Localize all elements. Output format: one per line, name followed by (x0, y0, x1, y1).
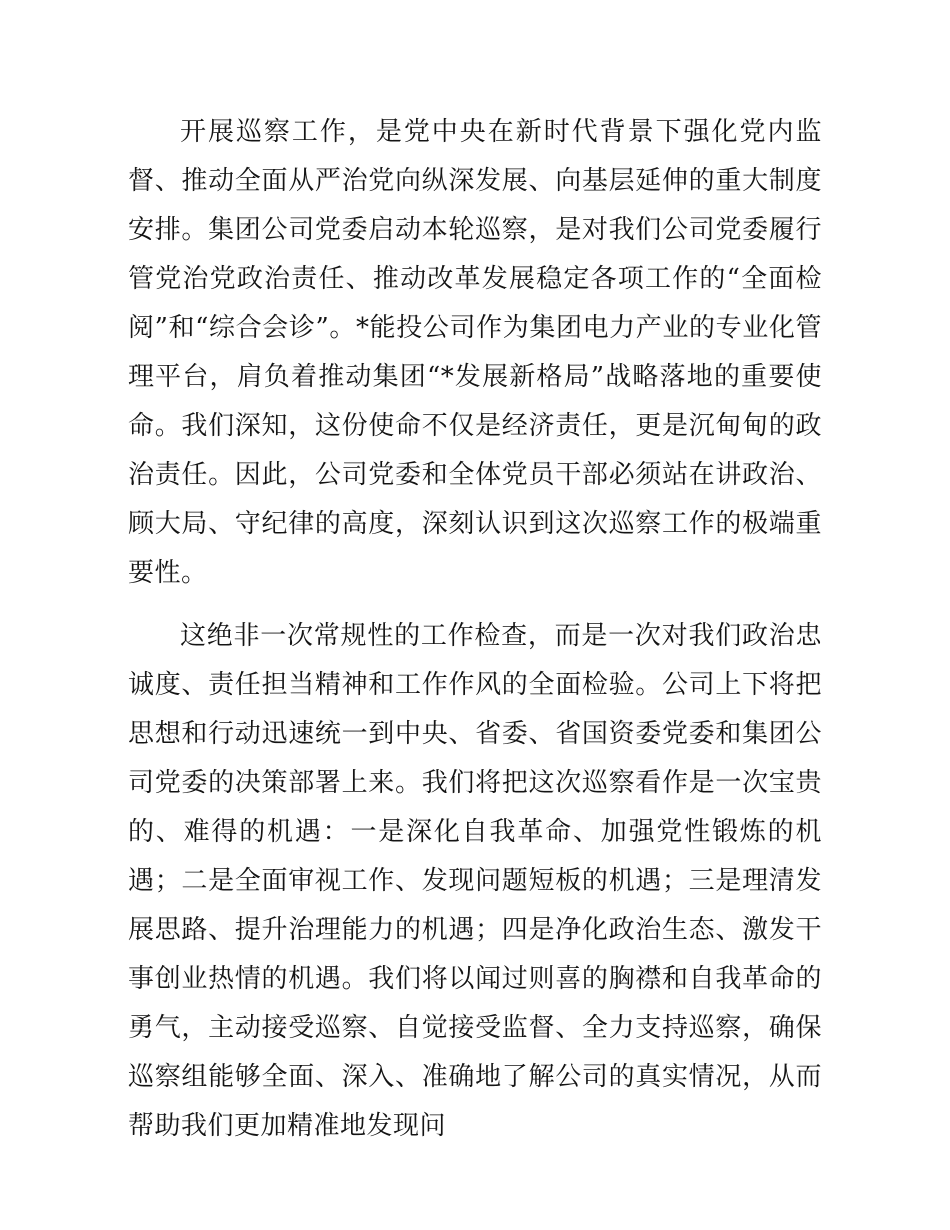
paragraph-2: 这绝非一次常规性的工作检查，而是一次对我们政治忠诚度、责任担当精神和工作作风的全面检验。公司上下将把思想和行动迅速统一到中央、省委、省国资委党委和集团公司党委的决策部署上来。我们将把这次巡察看作是一次宝贵的、难得的机遇：一是深化自我革命、加强党性锻炼的机遇；二是全面审视工作、发现问题短板的机遇；三是理清发展思路、提升治理能力的机遇；四是净化政治生态、激发干事创业热情的机遇。我们将以闻过则喜的胸襟和自我革命的勇气，主动接受巡察、自觉接受监督、全力支持巡察，确保巡察组能够全面、深入、准确地了解公司的真实情况，从而帮助我们更加精准地发现问 (128, 621, 822, 1141)
document-body (128, 108, 822, 1151)
paragraph-1: 开展巡察工作，是党中央在新时代背景下强化党内监督、推动全面从严治党向纵深发展、向基层延伸的重大制度安排。集团公司党委启动本轮巡察，是对我们公司党委履行管党治党政治责任、推动改革发展稳定各项工作的“全面检阅”和“综合会诊”。*能投公司作为集团电力产业的专业化管理平台，肩负着推动集团“*发展新格局”战略落地的重要使命。我们深知，这份使命不仅是经济责任，更是沉甸甸的政治责任。因此，公司党委和全体党员干部必须站在讲政治、顾大局、守纪律的高度，深刻认识到这次巡察工作的极端重要性。 (128, 117, 822, 588)
